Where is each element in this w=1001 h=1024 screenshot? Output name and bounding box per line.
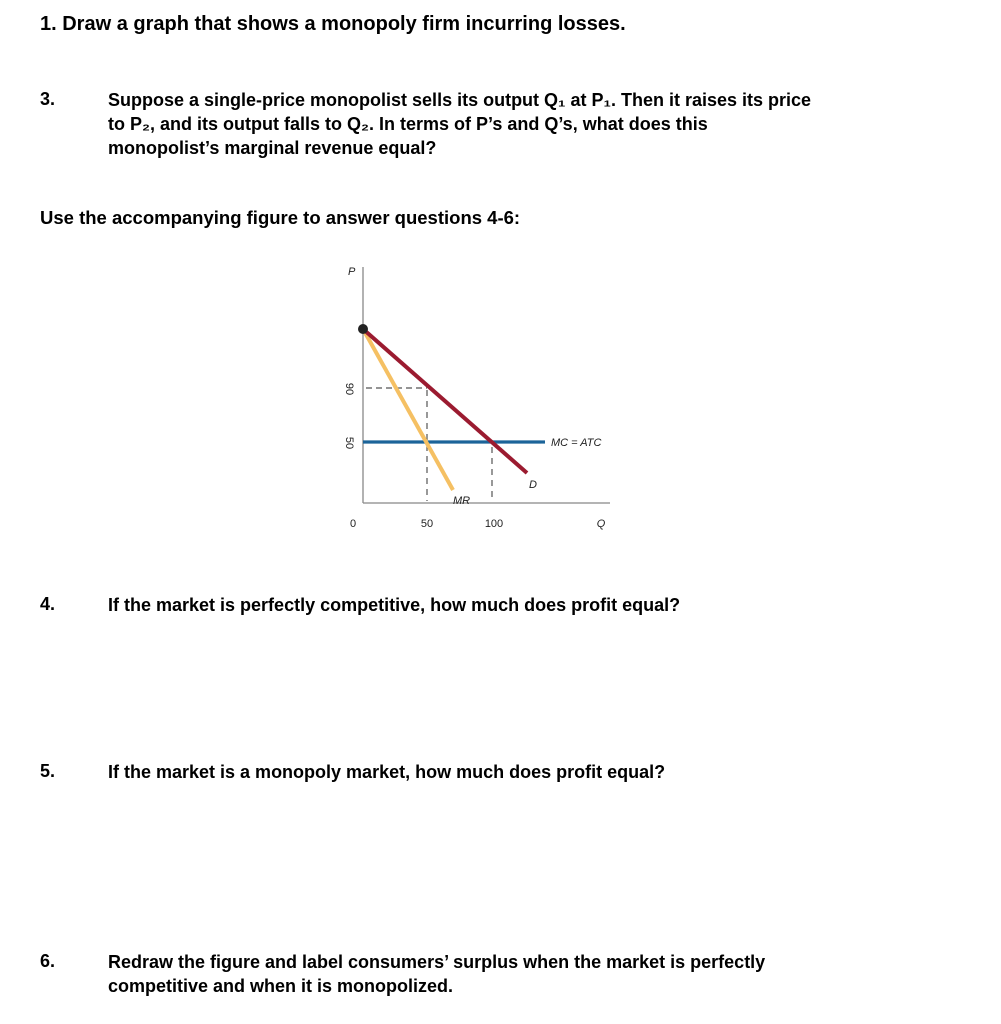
question-3-line-2: to P₂, and its output falls to Q₂. In terms of P’s and Q’s, what does this	[108, 114, 708, 134]
quantity-tick-100: 100	[484, 518, 504, 530]
mr-curve	[363, 329, 453, 490]
mc-atc-label: MC = ATC	[551, 437, 602, 449]
monopoly-figure	[330, 255, 630, 545]
question-6-text	[108, 950, 948, 998]
question-6-line-1: Redraw the figure and label consumers’ surplus when the market is perfectly	[108, 952, 766, 972]
quantity-tick-50: 50	[420, 518, 434, 530]
price-axis-label: P	[348, 266, 356, 278]
question-5-number: 5.	[40, 761, 56, 781]
question-3-text	[108, 88, 948, 160]
question-3-line-1: Suppose a single-price monopolist sells its output Q₁ at P₁. Then it raises its price	[108, 90, 812, 110]
instruction: Use the accompanying figure to answer questions 4-6:	[40, 207, 521, 228]
question-5-text: If the market is a monopoly market, how much does profit equal?	[108, 762, 666, 782]
price-tick-90: 90	[343, 382, 355, 396]
demand-curve	[363, 329, 527, 473]
price-tick-50: 50	[343, 436, 355, 450]
question-6-number: 6.	[40, 951, 56, 971]
question-4-number: 4.	[40, 594, 56, 614]
mr-label: MR	[453, 495, 471, 507]
question-6-line-2: competitive and when it is monopolized.	[108, 976, 454, 996]
question-3-line-3: monopolist’s marginal revenue equal?	[108, 138, 437, 158]
question-4-text: If the market is perfectly competitive, how much does profit equal?	[108, 595, 681, 615]
question-3-number: 3.	[40, 89, 56, 109]
origin-label: 0	[349, 518, 357, 530]
question-1: 1. Draw a graph that shows a monopoly firm incurring losses.	[40, 13, 626, 35]
demand-label: D	[529, 479, 537, 491]
demand-intercept-point	[358, 324, 368, 334]
quantity-axis-label: Q	[596, 518, 606, 530]
